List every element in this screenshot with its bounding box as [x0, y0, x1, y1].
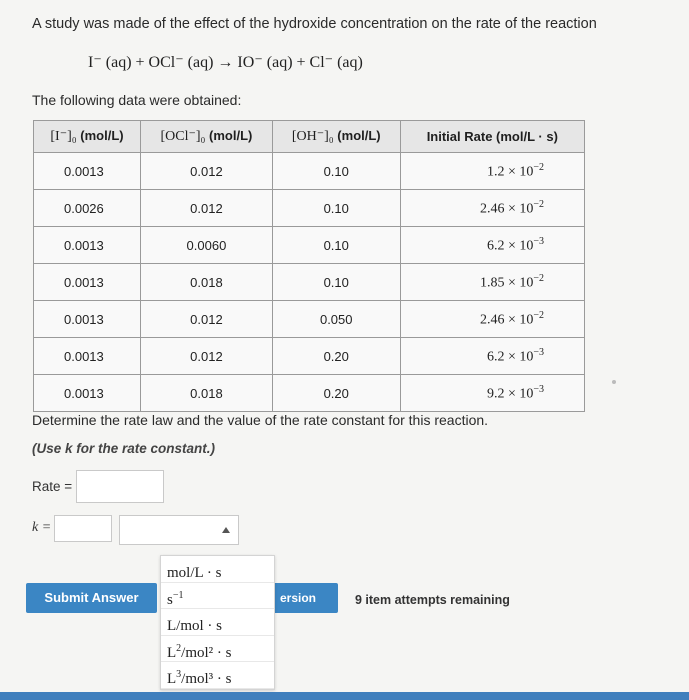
cell-rate: $6.2 \times 10^{-3}$	[400, 338, 584, 375]
cell-hypochlorite: 0.012	[140, 153, 272, 190]
cell-rate: $1.2 \times 10^{-2}$	[400, 153, 584, 190]
cell-hypochlorite: 0.012	[140, 338, 272, 375]
submit-answer-button[interactable]: Submit Answer	[26, 583, 157, 613]
cell-hydroxide: 0.10	[272, 190, 400, 227]
cell-hypochlorite: 0.0060	[140, 227, 272, 264]
unit-select[interactable]	[119, 515, 239, 545]
cell-iodide: 0.0013	[34, 264, 141, 301]
cell-iodide: 0.0013	[34, 375, 141, 412]
bottom-bar	[0, 692, 689, 700]
attempts-remaining: 9 item attempts remaining	[355, 593, 510, 607]
cell-hypochlorite: 0.012	[140, 190, 272, 227]
rate-law-input[interactable]	[76, 470, 164, 503]
table-row	[34, 375, 585, 412]
unit-option-l3-per-mol3-s[interactable]: $L^3$/mol³ · s	[161, 662, 274, 689]
table-row	[34, 227, 585, 264]
unit-dropdown-menu	[160, 555, 275, 690]
header-hypochlorite: [OCl⁻]₀ (mol/L)	[140, 121, 272, 153]
cell-hydroxide: 0.20	[272, 338, 400, 375]
cell-iodide: 0.0026	[34, 190, 141, 227]
cell-hydroxide: 0.10	[272, 227, 400, 264]
chevron-up-icon	[222, 527, 230, 533]
unit-option-l-per-mol-s[interactable]: L/mol · s	[161, 609, 274, 636]
cell-hydroxide: 0.10	[272, 153, 400, 190]
cell-hydroxide: 0.10	[272, 264, 400, 301]
header-hydroxide: [OH⁻]₀ (mol/L)	[272, 121, 400, 153]
cell-iodide: 0.0013	[34, 153, 141, 190]
cell-hypochlorite: 0.018	[140, 264, 272, 301]
decorative-dot	[612, 380, 616, 384]
reaction-equation: I⁻ (aq) + OCl⁻ (aq) → IO⁻ (aq) + Cl⁻ (aq)	[88, 54, 363, 71]
cell-hypochlorite: 0.018	[140, 375, 272, 412]
version-button[interactable]: ersion	[272, 583, 338, 613]
k-label: k =	[32, 520, 52, 535]
table-row	[34, 153, 585, 190]
table-header-row	[34, 121, 585, 153]
rate-label: Rate =	[32, 479, 73, 494]
cell-hydroxide: 0.20	[272, 375, 400, 412]
cell-iodide: 0.0013	[34, 338, 141, 375]
question-text: Determine the rate law and the value of the rate constant for this reaction.	[32, 412, 489, 428]
unit-option-l2-per-mol2-s[interactable]: $L^2$/mol² · s	[161, 636, 274, 663]
table-row	[34, 301, 585, 338]
cell-rate: $2.46 \times 10^{-2}$	[400, 190, 584, 227]
header-iodide: [I⁻]₀ (mol/L)	[34, 121, 141, 153]
cell-rate: $2.46 \times 10^{-2}$	[400, 301, 584, 338]
cell-iodide: 0.0013	[34, 227, 141, 264]
cell-rate: $9.2 \times 10^{-3}$	[400, 375, 584, 412]
data-table	[33, 120, 585, 412]
unit-option-inverse-s[interactable]: $s^{-1}$	[161, 583, 274, 610]
cell-rate: $6.2 \times 10^{-3}$	[400, 227, 584, 264]
header-initial-rate: Initial Rate (mol/L · s)	[400, 121, 584, 153]
unit-option-mol-per-l-s[interactable]: mol/L · s	[161, 556, 274, 583]
table-row	[34, 264, 585, 301]
hint-text: (Use k for the rate constant.)	[32, 441, 216, 456]
table-row	[34, 190, 585, 227]
cell-iodide: 0.0013	[34, 301, 141, 338]
cell-rate: $1.85 \times 10^{-2}$	[400, 264, 584, 301]
table-row	[34, 338, 585, 375]
data-caption: The following data were obtained:	[32, 92, 242, 108]
problem-intro: A study was made of the effect of the hydroxide concentration on the rate of the reaction	[32, 16, 597, 32]
cell-hypochlorite: 0.012	[140, 301, 272, 338]
rate-constant-input[interactable]	[54, 515, 112, 542]
cell-hydroxide: 0.050	[272, 301, 400, 338]
